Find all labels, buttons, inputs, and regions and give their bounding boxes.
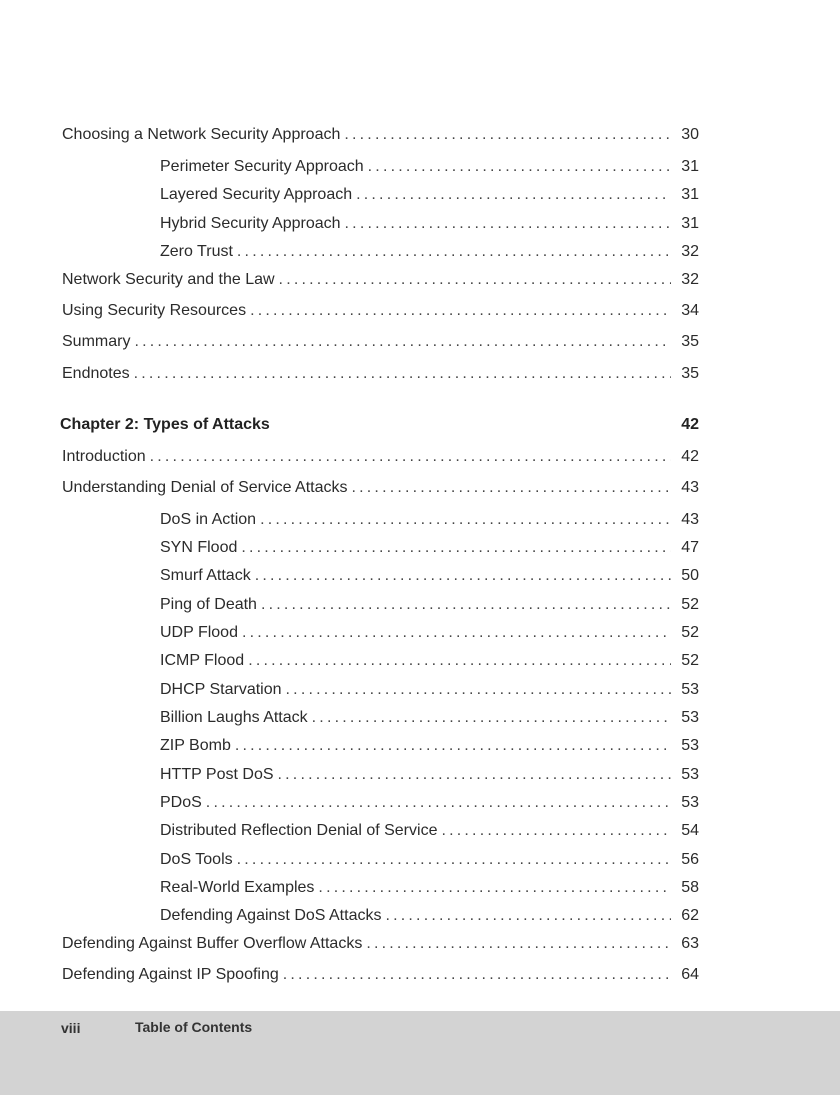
running-title: Table of Contents [135,1019,253,1035]
toc-entry-label: UDP Flood [160,624,238,641]
toc-entry-label: Defending Against IP Spoofing [62,966,279,983]
dot-leader [278,765,671,785]
toc-entry-http-post-dos[interactable] [160,765,699,785]
dot-leader [312,708,671,728]
dot-leader [318,878,671,898]
toc-entry-page: 52 [681,596,699,613]
toc-entry-page: 32 [681,271,699,288]
toc-entry-label: Ping of Death [160,596,257,613]
chapter-page: 42 [681,416,699,433]
toc-entry-page: 53 [681,737,699,754]
toc-entry-dos-tools[interactable] [160,850,699,870]
toc-entry-page: 52 [681,652,699,669]
dot-leader [237,242,671,262]
toc-entry-icmp-flood[interactable] [160,651,699,671]
chapter-heading[interactable] [60,415,699,435]
toc-entry-label: HTTP Post DoS [160,766,274,783]
toc-entry-label: Hybrid Security Approach [160,215,341,232]
toc-entry-label: Perimeter Security Approach [160,158,364,175]
toc-entry-page: 43 [681,479,699,496]
toc-entry-label: DoS Tools [160,851,233,868]
dot-leader [134,332,671,352]
toc-entry-label: Layered Security Approach [160,186,353,203]
toc-entry-page: 32 [681,243,699,260]
toc-entry-page: 53 [681,681,699,698]
toc-entry-label: DHCP Starvation [160,681,282,698]
toc-entry-label: Smurf Attack [160,567,251,584]
toc-entry-understanding-dos[interactable] [62,478,699,498]
toc-entry-label: SYN Flood [160,539,238,556]
toc-entry-label: Real-World Examples [160,879,315,896]
toc-entry-hybrid-security[interactable] [160,214,699,234]
toc-entry-label: Defending Against DoS Attacks [160,907,382,924]
toc-entry-defending-dos[interactable] [160,906,699,926]
toc-entry-page: 35 [681,333,699,350]
toc-entry-distributed-reflection[interactable] [160,821,699,841]
toc-entry-page: 34 [681,302,699,319]
dot-leader [385,906,671,926]
dot-leader [241,538,671,558]
chapter-title: Chapter 2: Types of Attacks [60,416,270,433]
dot-leader [260,510,671,530]
toc-entry-page: 30 [681,126,699,143]
toc-entry-label: Defending Against Buffer Overflow Attacks [62,935,363,952]
dot-leader [441,821,671,841]
toc-entry-label: Introduction [62,448,146,465]
toc-entry-label: Billion Laughs Attack [160,709,308,726]
toc-entry-label: Choosing a Network Security Approach [62,126,341,143]
toc-entry-summary[interactable] [62,332,699,352]
dot-leader [356,185,671,205]
toc-entry-page: 47 [681,539,699,556]
toc-entry-page: 31 [681,215,699,232]
toc-entry-label: Network Security and the Law [62,271,275,288]
dot-leader [235,736,671,756]
toc-entry-page: 64 [681,966,699,983]
toc-entry-buffer-overflow[interactable] [62,934,699,954]
toc-entry-zero-trust[interactable] [160,242,699,262]
toc-entry-introduction[interactable] [62,447,699,467]
dot-leader [279,270,671,290]
toc-entry-label: Zero Trust [160,243,233,260]
toc-entry-label: ICMP Flood [160,652,245,669]
dot-leader [366,934,671,954]
toc-entry-zip-bomb[interactable] [160,736,699,756]
dot-leader [368,157,671,177]
toc-entry-label: PDoS [160,794,202,811]
toc-entry-label: Using Security Resources [62,302,247,319]
toc-entry-pdos[interactable] [160,793,699,813]
toc-entry-dos-in-action[interactable] [160,510,699,530]
toc-entry-page: 56 [681,851,699,868]
dot-leader [345,214,671,234]
toc-entry-security-resources[interactable] [62,301,699,321]
toc-entry-ping-of-death[interactable] [160,595,699,615]
dot-leader [261,595,671,615]
toc-entry-page: 35 [681,365,699,382]
toc-entry-ip-spoofing[interactable] [62,965,699,985]
toc-entry-page: 53 [681,709,699,726]
toc-entry-udp-flood[interactable] [160,623,699,643]
toc-entry-page: 62 [681,907,699,924]
toc-entry-page: 43 [681,511,699,528]
dot-leader [206,793,671,813]
toc-entry-smurf-attack[interactable] [160,566,699,586]
toc-entry-page: 31 [681,186,699,203]
dot-leader [237,850,671,870]
dot-leader [134,364,671,384]
toc-entry-choosing-approach[interactable] [62,125,699,145]
page-folio: viii [61,1020,81,1036]
toc-entry-billion-laughs[interactable] [160,708,699,728]
toc-entry-label: Summary [62,333,131,350]
toc-entry-page: 63 [681,935,699,952]
toc-entry-page: 52 [681,624,699,641]
dot-leader [255,566,671,586]
toc-entry-dhcp-starvation[interactable] [160,680,699,700]
dot-leader [248,651,671,671]
toc-entry-page: 58 [681,879,699,896]
dot-leader [242,623,671,643]
toc-entry-page: 53 [681,766,699,783]
toc-entry-real-world-examples[interactable] [160,878,699,898]
dot-leader [286,680,671,700]
toc-entry-perimeter-security[interactable] [160,157,699,177]
page-footer [0,1011,840,1095]
toc-entry-label: Understanding Denial of Service Attacks [62,479,348,496]
dot-leader [250,301,671,321]
toc-entry-page: 42 [681,448,699,465]
toc-entry-page: 31 [681,158,699,175]
toc-entry-page: 54 [681,822,699,839]
toc-entry-label: Distributed Reflection Denial of Service [160,822,438,839]
toc-entry-syn-flood[interactable] [160,538,699,558]
toc-entry-layered-security[interactable] [160,185,699,205]
toc-entry-label: DoS in Action [160,511,257,528]
toc-entry-security-and-law[interactable] [62,270,699,290]
toc-entry-page: 53 [681,794,699,811]
dot-leader [344,125,671,145]
dot-leader [150,447,671,467]
toc-entry-label: ZIP Bomb [160,737,231,754]
toc-entry-page: 50 [681,567,699,584]
toc-entry-label: Endnotes [62,365,130,382]
toc-entry-endnotes[interactable] [62,364,699,384]
dot-leader [351,478,671,498]
dot-leader [283,965,671,985]
